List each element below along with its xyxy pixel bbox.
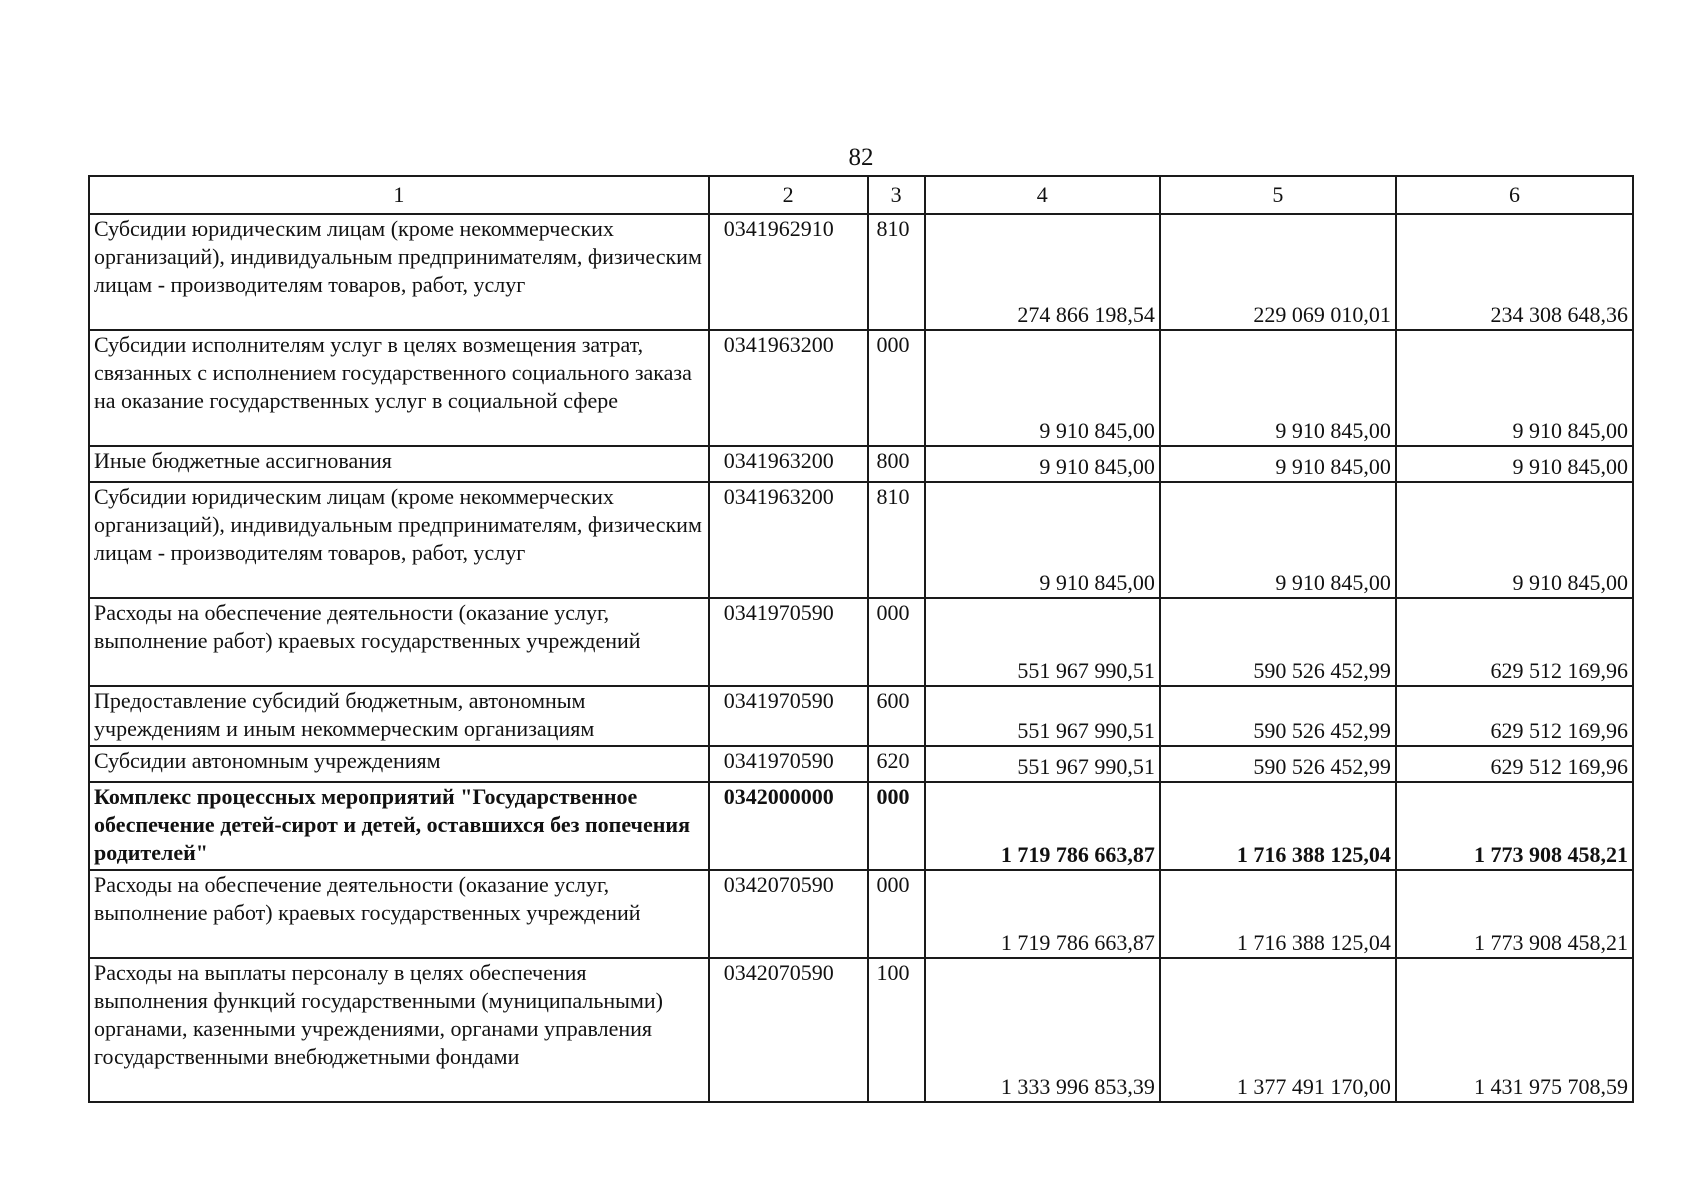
amount-col-6: 234 308 648,36 xyxy=(1396,214,1633,330)
amount-col-6: 1 431 975 708,59 xyxy=(1396,958,1633,1102)
amount-col-5: 9 910 845,00 xyxy=(1160,330,1396,446)
amount-col-5: 1 716 388 125,04 xyxy=(1160,870,1396,958)
table-row xyxy=(89,958,1633,1102)
expense-type-code: 810 xyxy=(868,214,925,330)
expense-name: Субсидии исполнителям услуг в целях возмещения затрат, связанных с исполнением государственного социального заказа на оказание государственных услуг в социальной сфере xyxy=(89,330,709,446)
column-header-3: 3 xyxy=(868,176,925,214)
amount-col-6: 1 773 908 458,21 xyxy=(1396,870,1633,958)
table-row xyxy=(89,214,1633,330)
amount-col-4: 9 910 845,00 xyxy=(925,482,1160,598)
amount-col-6: 629 512 169,96 xyxy=(1396,746,1633,782)
expense-type-code: 000 xyxy=(868,598,925,686)
target-code: 0342070590 xyxy=(709,958,868,1102)
expense-name: Субсидии автономным учреждениям xyxy=(89,746,709,782)
table-row xyxy=(89,482,1633,598)
target-code: 0341970590 xyxy=(709,746,868,782)
target-code: 0341963200 xyxy=(709,330,868,446)
expense-type-code: 100 xyxy=(868,958,925,1102)
amount-col-6: 9 910 845,00 xyxy=(1396,446,1633,482)
expense-name: Расходы на обеспечение деятельности (оказание услуг, выполнение работ) краевых государственных учреждений xyxy=(89,598,709,686)
expense-type-code: 000 xyxy=(868,330,925,446)
expense-name: Субсидии юридическим лицам (кроме некоммерческих организаций), индивидуальным предпринимателям, физическим лицам - производителям товаров, работ, услуг xyxy=(89,214,709,330)
column-header-1: 1 xyxy=(89,176,709,214)
amount-col-4: 551 967 990,51 xyxy=(925,746,1160,782)
amount-col-5: 229 069 010,01 xyxy=(1160,214,1396,330)
table-row xyxy=(89,446,1633,482)
table-row-section-total xyxy=(89,782,1633,870)
amount-col-5: 9 910 845,00 xyxy=(1160,446,1396,482)
table-row xyxy=(89,686,1633,746)
table-row xyxy=(89,330,1633,446)
amount-col-4: 551 967 990,51 xyxy=(925,686,1160,746)
table-header-row xyxy=(89,176,1633,214)
expense-name: Предоставление субсидий бюджетным, автономным учреждениям и иным некоммерческим организациям xyxy=(89,686,709,746)
expense-name: Субсидии юридическим лицам (кроме некоммерческих организаций), индивидуальным предпринимателям, физическим лицам - производителям товаров, работ, услуг xyxy=(89,482,709,598)
amount-col-6: 629 512 169,96 xyxy=(1396,686,1633,746)
expense-type-code: 000 xyxy=(868,870,925,958)
amount-col-5: 1 377 491 170,00 xyxy=(1160,958,1396,1102)
expense-name: Расходы на обеспечение деятельности (оказание услуг, выполнение работ) краевых государственных учреждений xyxy=(89,870,709,958)
amount-col-4: 1 719 786 663,87 xyxy=(925,782,1160,870)
expense-type-code: 620 xyxy=(868,746,925,782)
amount-col-5: 590 526 452,99 xyxy=(1160,686,1396,746)
target-code: 0341963200 xyxy=(709,482,868,598)
expense-type-code: 000 xyxy=(868,782,925,870)
target-code: 0341962910 xyxy=(709,214,868,330)
expense-name: Иные бюджетные ассигнования xyxy=(89,446,709,482)
expense-type-code: 810 xyxy=(868,482,925,598)
amount-col-6: 9 910 845,00 xyxy=(1396,330,1633,446)
amount-col-4: 1 333 996 853,39 xyxy=(925,958,1160,1102)
expense-name: Расходы на выплаты персоналу в целях обеспечения выполнения функций государственными (муниципальными) органами, казенными учреждениями, органами управления государственными внебюджетными фондами xyxy=(89,958,709,1102)
amount-col-5: 9 910 845,00 xyxy=(1160,482,1396,598)
amount-col-4: 274 866 198,54 xyxy=(925,214,1160,330)
amount-col-5: 590 526 452,99 xyxy=(1160,746,1396,782)
expense-name: Комплекс процессных мероприятий "Государственное обеспечение детей-сирот и детей, оставшихся без попечения родителей" xyxy=(89,782,709,870)
column-header-2: 2 xyxy=(709,176,868,214)
column-header-5: 5 xyxy=(1160,176,1396,214)
column-header-6: 6 xyxy=(1396,176,1633,214)
target-code: 0341963200 xyxy=(709,446,868,482)
amount-col-6: 1 773 908 458,21 xyxy=(1396,782,1633,870)
table-row xyxy=(89,598,1633,686)
expense-type-code: 800 xyxy=(868,446,925,482)
amount-col-5: 1 716 388 125,04 xyxy=(1160,782,1396,870)
amount-col-4: 551 967 990,51 xyxy=(925,598,1160,686)
column-header-4: 4 xyxy=(925,176,1160,214)
amount-col-6: 629 512 169,96 xyxy=(1396,598,1633,686)
amount-col-4: 1 719 786 663,87 xyxy=(925,870,1160,958)
target-code: 0341970590 xyxy=(709,598,868,686)
target-code: 0341970590 xyxy=(709,686,868,746)
amount-col-4: 9 910 845,00 xyxy=(925,330,1160,446)
amount-col-6: 9 910 845,00 xyxy=(1396,482,1633,598)
table-row xyxy=(89,870,1633,958)
budget-table xyxy=(88,175,1634,1103)
target-code: 0342000000 xyxy=(709,782,868,870)
page-number: 82 xyxy=(848,144,874,171)
target-code: 0342070590 xyxy=(709,870,868,958)
expense-type-code: 600 xyxy=(868,686,925,746)
table-row xyxy=(89,746,1633,782)
amount-col-5: 590 526 452,99 xyxy=(1160,598,1396,686)
amount-col-4: 9 910 845,00 xyxy=(925,446,1160,482)
